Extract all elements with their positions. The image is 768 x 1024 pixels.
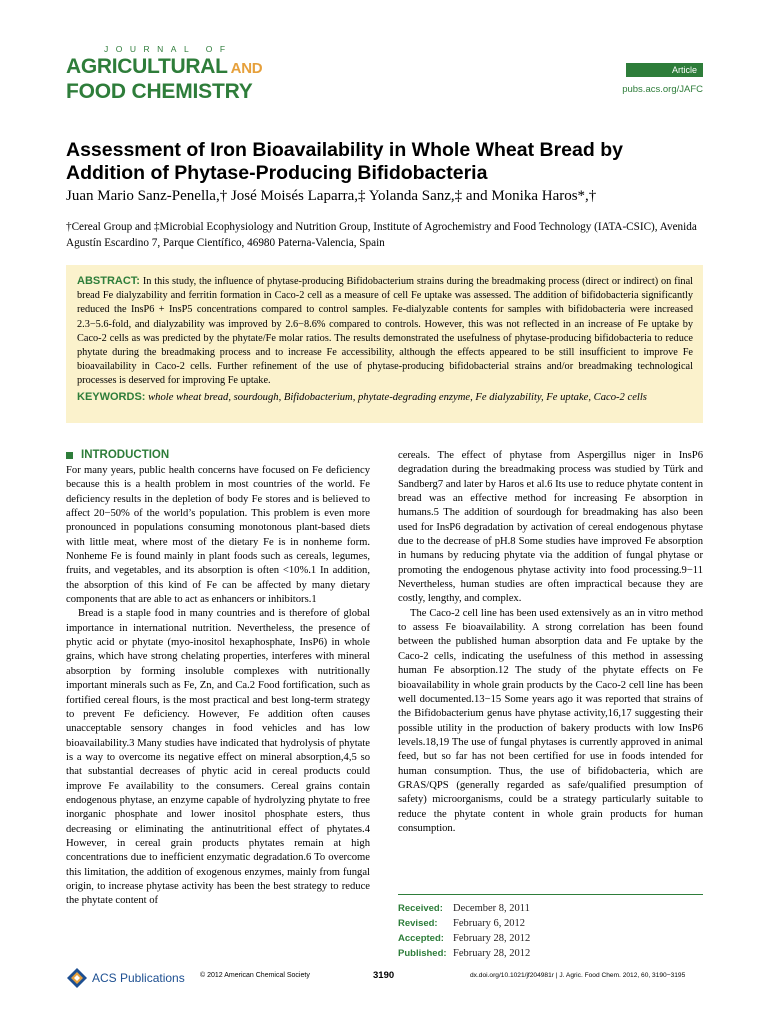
copyright: © 2012 American Chemical Society bbox=[200, 972, 310, 979]
abstract-label: ABSTRACT: bbox=[77, 275, 140, 287]
affiliation: †Cereal Group and ‡Microbial Ecophysiology and Nutrition Group, Institute of Agrochemistry and Food Technology (IATA-CSIC), Avenida Agustín Escardino 7, Parque Científico, 46980 Paterna-Valencia, Spain bbox=[66, 221, 697, 249]
section-square-icon bbox=[66, 452, 73, 459]
publisher-name: ACS Publications bbox=[92, 971, 185, 985]
date-row bbox=[398, 931, 703, 946]
keywords-label: KEYWORDS: bbox=[77, 390, 146, 403]
journal-name-top: JOURNAL OF bbox=[104, 44, 233, 54]
intro-paragraph-2: Bread is a staple food in many countries and is therefore of global importance in international nutrition. Nevertheless, the presence of phytic acid or phytate (myo-inositol hexaphosphate, InsP6) in whole grains, which have strong chelating properties, interferes with mineral absorption by forming insoluble complexes with nutritionally important minerals such as Fe, Zn, and Ca.2 Food fortification, such as fortified cereal flours, is the most practical and best long-term strategy to prevent Fe deficiency. However, Fe addition often causes unacceptable sensory changes in food vehicles and has low bioavailability.3 Many studies have indicated that hydrolysis of phytate is a way to overcome its negative effect on mineral absorption,4,5 so that substantial decreases of phytic acid in cereal products could improve Fe availability to the consumers. Cereal grains contain endogenous phytase, an enzyme capable of hydrolyzing phytate to free inorganic phosphate and lower inositol phosphate esters, thus decreasing or eliminating the antinutritional effect of phytates.4 However, in cereal grain products phytates remain at high concentrations due to inefficient enzymatic degradation.6 To overcome this limitation, the addition of exogenous enzymes, mainly from fungal origin, to increase phytase activity has been the best strategy to reduce the phytate content of bbox=[66, 608, 370, 907]
keywords bbox=[77, 391, 693, 403]
acs-publications-logo[interactable] bbox=[66, 967, 185, 989]
date-row bbox=[398, 946, 703, 961]
journal-url-link[interactable]: pubs.acs.org/JAFC bbox=[622, 84, 703, 95]
keywords-list: whole wheat bread, sourdough, Bifidobacterium, phytate-degrading enzyme, Fe dialyzability, Fe uptake, Caco-2 cells bbox=[148, 391, 647, 403]
journal-name-and: AND bbox=[230, 60, 263, 77]
page-number: 3190 bbox=[373, 970, 395, 981]
date-value: February 6, 2012 bbox=[453, 918, 526, 929]
right-column bbox=[398, 449, 703, 836]
date-value: December 8, 2011 bbox=[453, 903, 530, 914]
journal-name-agricultural: AGRICULTURAL bbox=[66, 55, 228, 78]
date-row bbox=[398, 916, 703, 931]
section-heading-introduction bbox=[66, 449, 370, 461]
acs-logo-icon bbox=[66, 967, 88, 989]
author-list: Juan Mario Sanz-Penella,† José Moisés Laparra,‡ Yolanda Sanz,‡ and Monika Haros*,† bbox=[66, 188, 597, 204]
journal-name-line1 bbox=[66, 55, 262, 79]
date-value: February 28, 2012 bbox=[453, 948, 531, 959]
date-label: Accepted: bbox=[398, 933, 444, 944]
left-column bbox=[66, 449, 370, 909]
date-label: Received: bbox=[398, 903, 443, 914]
section-heading-text: INTRODUCTION bbox=[81, 449, 170, 461]
abstract-body: In this study, the influence of phytase-producing Bifidobacterium strains during the breadmaking process (direct or indirect) on final bread Fe dialyzability and ferritin formation in Caco-2 cell as a measure of cell Fe uptake was assessed. The addition of bifidobacteria significantly reduced the InsP6 + InsP5 concentrations compared to control samples. Fe-dialyzable contents for samples with bifidobacteria were increased 2.3−5.6-fold, and dialyzability was improved by 2.6−8.6% compared to controls. However, this was not reflected in an increase of Fe uptake by Caco-2 cells as was predicted by the phytate/Fe molar ratios. The results demonstrated the usefulness of phytase-producing bifidobacteria to reduce phytate during the breadmaking process and to increase Fe accessibility, although the effects appeared to be still insufficient to improve Fe bioavailability in Caco-2 cells. Further refinement of the use of phytase-producing bifidobacterial strains and/or breadmaking technological processes is deserved for improving Fe uptake. bbox=[77, 276, 694, 387]
journal-name-line2: FOOD CHEMISTRY bbox=[66, 80, 253, 103]
date-label: Revised: bbox=[398, 918, 438, 929]
date-label: Published: bbox=[398, 948, 447, 959]
paper-title: Assessment of Iron Bioavailability in Whole Wheat Bread by Addition of Phytase-Producing Bifidobacteria bbox=[66, 139, 623, 184]
article-type-badge: Article bbox=[626, 63, 703, 77]
date-value: February 28, 2012 bbox=[453, 933, 531, 944]
abstract bbox=[77, 274, 693, 389]
intro-paragraph-4: The Caco-2 cell line has been used extensively as an in vitro method to assess Fe bioavailability. A strong correlation has been found between the published human absorption data and Fe uptake by the Caco-2 cells, indicating the usefulness of this method in assessing human Fe absorption.12 The study of the phytate effects on Fe bioavailability in whole grain products by the Caco-2 cell line has been well documented.13−15 Some years ago it was reported that strains of the Bifidobacterium genus have phytase activity,16,17 suggesting their possible utility in the production of bakery products with low InsP6 levels.18,19 The use of fungal phytases is currently approved in animal feed, but so far has not been certified for use in foods intended for human consumption. Thus, the use of bifidobacteria, which are GRAS/QPS (generally regarded as safe/qualified presumption of safety) microorganisms, could be a strategy particularly suitable to reduce the phytate content in whole grain products for human consumption. bbox=[398, 607, 703, 834]
intro-paragraph-1: For many years, public health concerns have focused on Fe deficiency because this is a health problem in most countries of the world. Fe deficiency results in the depletion of body Fe stores and is believed to affect 20−50% of the world’s population. This problem is even more pronounced in populations consuming monotonous plant-based diets with little meat, where most of the dietary Fe is in nonheme form. Nonheme Fe is found mainly in plant foods such as cereals, legumes, fruits, and vegetables, and its absorption is often <10%.1 In addition, the absorption of this kind of Fe can be affected by many dietary components that are able to act as enhancers or inhibitors.1 bbox=[66, 465, 370, 606]
intro-paragraph-3: cereals. The effect of phytase from Aspergillus niger in InsP6 degradation during the breadmaking process was studied by Türk and Sandberg7 and later by Haros et al.6 Its use to reduce phytate content in bread was an effective method for increasing Fe absorption in humans.5 The addition of sourdough for breadmaking has also been used for InsP6 degradation by activation of cereal endogenous phytase due to the decrease of pH.8 Some studies have improved Fe absorption in humans by reducing phytate via the addition of fungal phytase or promoting the endogenous phytase activity into food processing.9−11 Nevertheless, human studies are often impractical because they are costly, lengthy, and complex. bbox=[398, 450, 703, 605]
date-row bbox=[398, 901, 703, 916]
publication-dates bbox=[398, 894, 703, 961]
abstract-box bbox=[66, 265, 703, 423]
doi-citation[interactable]: dx.doi.org/10.1021/jf204981r | J. Agric. Food Chem. 2012, 60, 3190−3195 bbox=[470, 972, 686, 979]
